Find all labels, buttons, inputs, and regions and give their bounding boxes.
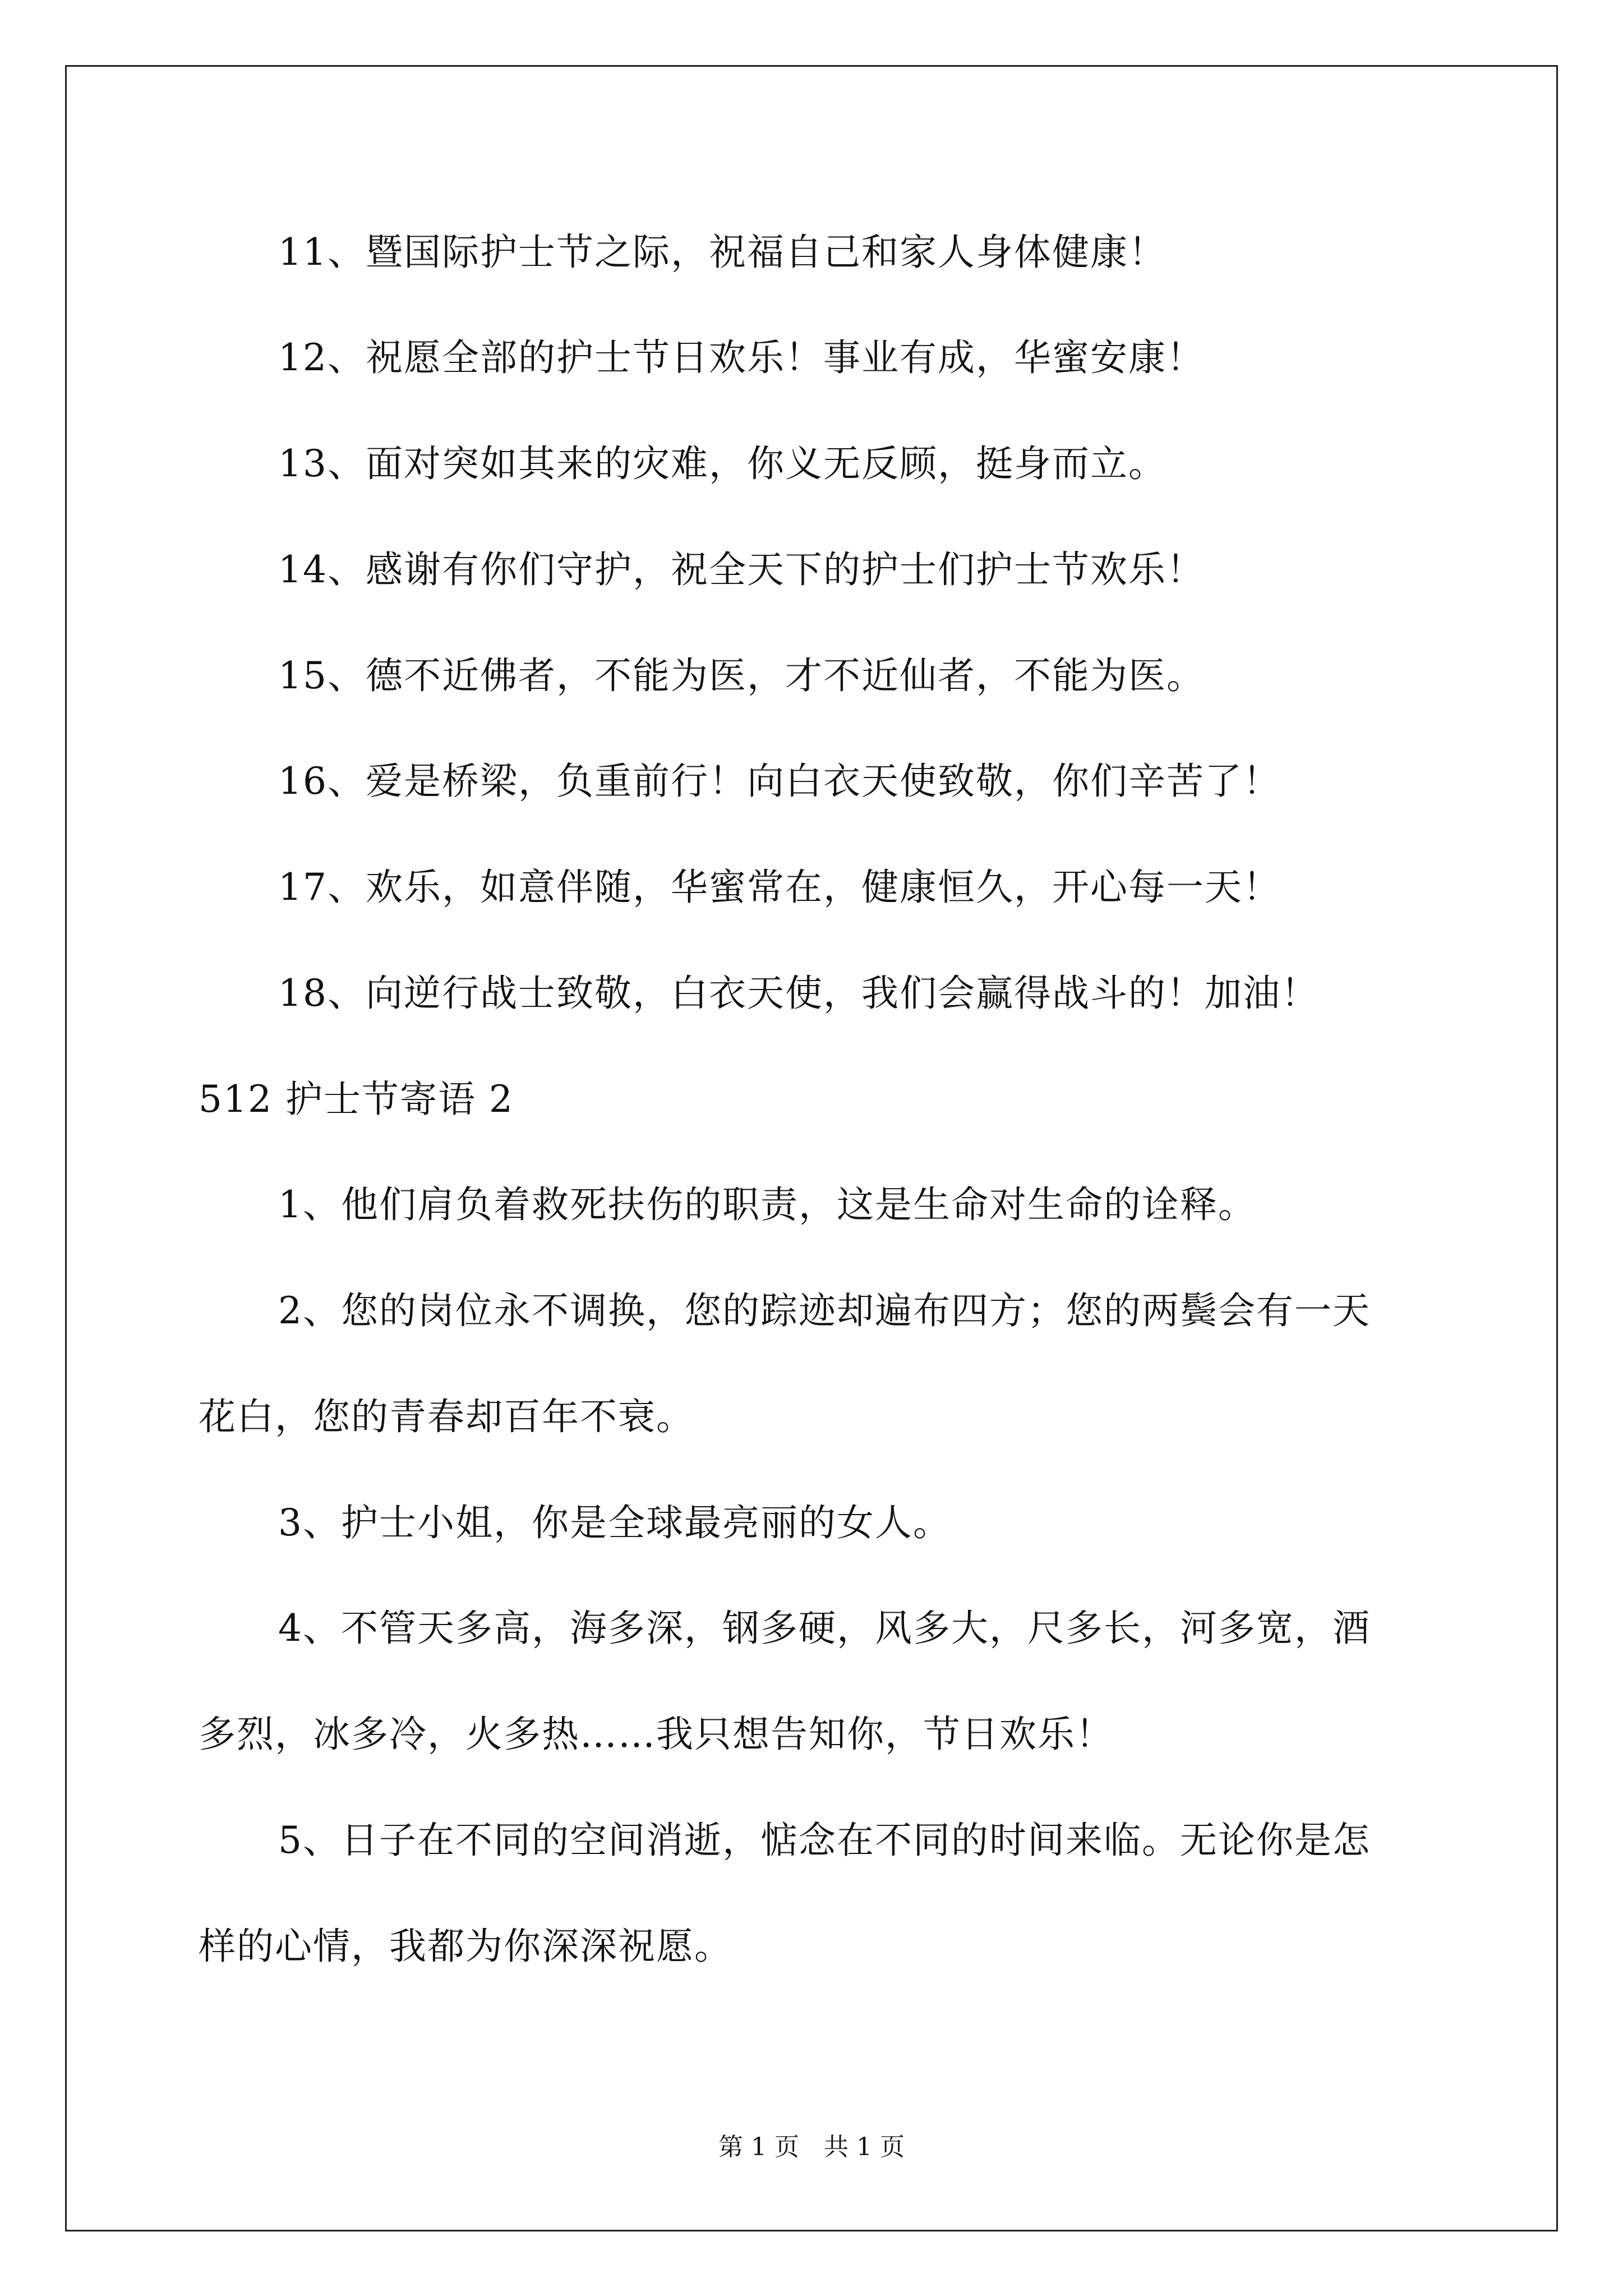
list-item-continuation: 多烈，冰多冷，火多热……我只想告知你，节日欢乐！ xyxy=(199,1713,1114,1756)
list-item: 18、向逆行战士致敬，白衣天使，我们会赢得战斗的！加油！ xyxy=(278,972,1319,1015)
list-item: 16、爱是桥梁，负重前行！向白衣天使致敬，你们辛苦了！ xyxy=(278,760,1281,803)
list-item: 1、他们肩负着救死扶伤的职责，这是生命对生命的诠释。 xyxy=(278,1183,1256,1226)
list-item: 2、您的岗位永不调换，您的踪迹却遍布四方；您的两鬓会有一天 xyxy=(278,1289,1371,1332)
list-item: 13、面对突如其来的灾难，你义无反顾，挺身而立。 xyxy=(278,442,1166,485)
list-item: 4、不管天多高，海多深，钢多硬，风多大，尺多长，河多宽，酒 xyxy=(278,1607,1371,1650)
list-item-continuation: 花白，您的青春却百年不衰。 xyxy=(199,1395,694,1438)
list-item: 11、暨国际护士节之际，祝福自己和家人身体健康！ xyxy=(278,231,1166,274)
list-item: 12、祝愿全部的护士节日欢乐！事业有成，华蜜安康！ xyxy=(278,336,1205,379)
page-border xyxy=(65,65,1558,2231)
list-item: 14、感谢有你们守护，祝全天下的护士们护士节欢乐！ xyxy=(278,548,1205,591)
section-heading: 512 护士节寄语 2 xyxy=(199,1078,514,1121)
list-item: 17、欢乐，如意伴随，华蜜常在，健康恒久，开心每一天！ xyxy=(278,866,1281,909)
list-item: 15、德不近佛者，不能为医，才不近仙者，不能为医。 xyxy=(278,654,1205,697)
page-footer: 第 1 页 共 1 页 xyxy=(718,2133,905,2161)
list-item: 5、日子在不同的空间消逝，惦念在不同的时间来临。无论你是怎 xyxy=(278,1819,1371,1862)
list-item-continuation: 样的心情，我都为你深深祝愿。 xyxy=(199,1925,732,1968)
list-item: 3、护士小姐，你是全球最亮丽的女人。 xyxy=(278,1501,951,1544)
